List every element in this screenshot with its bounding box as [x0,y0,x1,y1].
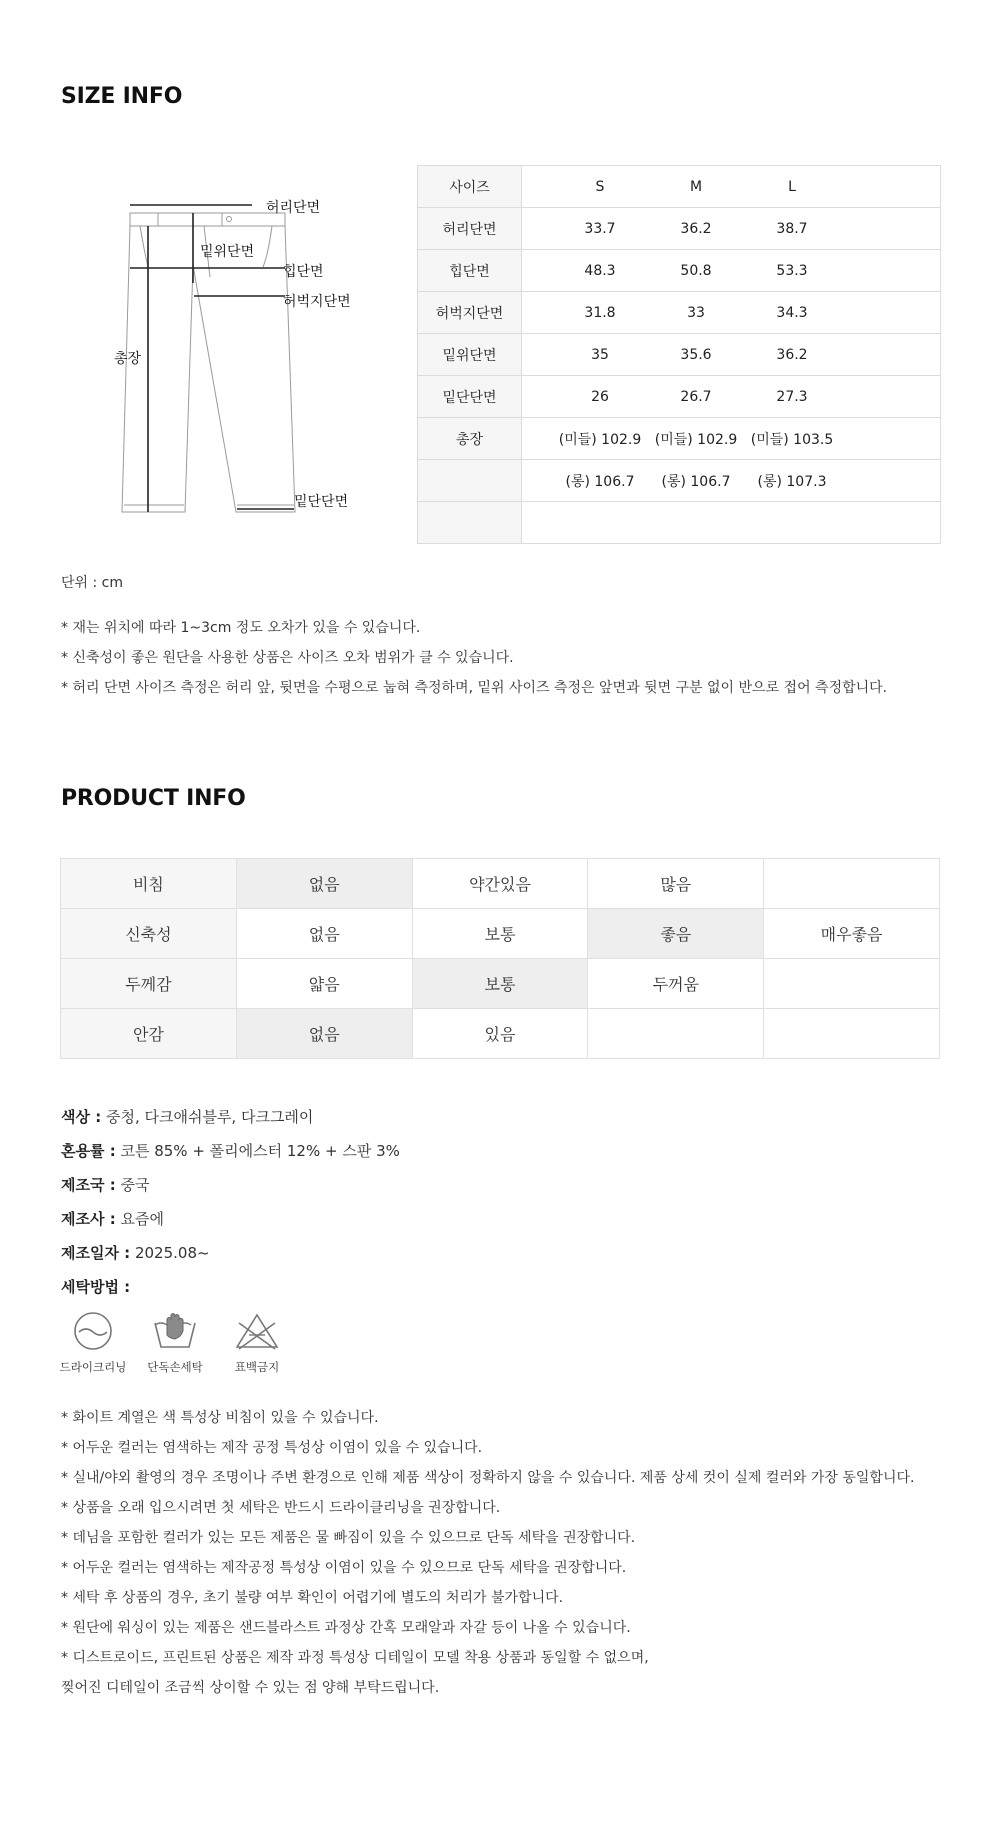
product-option: 두꺼움 [588,959,764,1009]
size-value: (롱) 107.3 [757,473,827,490]
size-value: (롱) 106.7 [661,473,731,490]
size-table-row [418,502,941,544]
care-label: 드라이크리닝 [59,1360,127,1374]
size-row-label [418,460,522,502]
spec-key: 세탁방법 : [61,1278,131,1296]
product-option-selected: 좋음 [588,909,764,959]
spec-key: 색상 : [61,1108,102,1126]
size-row-label: 총장 [418,418,522,460]
product-note: * 상품을 오래 입으시려면 첫 세탁은 반드시 드라이클리닝을 권장합니다. [61,1500,501,1516]
product-row-label: 비침 [61,859,237,909]
product-row-label: 신축성 [61,909,237,959]
product-row-label: 안감 [61,1009,237,1059]
size-table [417,165,941,544]
size-value: 33.7 [584,220,616,237]
size-table-row [418,460,941,502]
spec-washing [61,1270,400,1304]
spec-value: 2025.08~ [130,1244,210,1262]
size-value: 48.3 [584,262,616,279]
care-item-no-bleach [216,1311,298,1375]
size-value: (미들) 103.5 [750,431,834,448]
care-item-hand-wash [134,1311,216,1375]
size-info-title: SIZE INFO [61,84,183,109]
size-value: (미들) 102.9 [654,431,738,448]
size-row-label [418,502,522,544]
product-option: 있음 [412,1009,588,1059]
product-row-thickness [61,959,940,1009]
spec-key: 제조일자 : [61,1244,131,1262]
size-row-label: 밑위단면 [418,334,522,376]
size-value: 50.8 [680,262,712,279]
product-row-label: 두께감 [61,959,237,1009]
care-label: 단독손세탁 [147,1360,203,1374]
product-option-selected: 보통 [412,959,588,1009]
care-item-dry-clean [52,1311,134,1375]
hand-wash-icon [153,1311,197,1351]
size-table-row [418,334,941,376]
product-note: * 세탁 후 상품의 경우, 초기 불량 여부 확인이 어렵기에 별도의 처리가 불가합니다. [61,1590,564,1606]
size-value: 26.7 [680,388,712,405]
spec-manufacturer [61,1202,400,1236]
size-value: 38.7 [776,220,808,237]
diagram-label-thigh: 허벅지단면 [283,294,351,310]
product-option: 많음 [588,859,764,909]
product-note: * 실내/야외 촬영의 경우 조명이나 주변 환경으로 인해 제품 색상이 정확하지 않을 수 있습니다. 제품 상세 컷이 실제 컬러와 가장 동일합니다. [61,1470,915,1486]
size-note: * 신축성이 좋은 원단을 사용한 상품은 사이즈 오차 범위가 클 수 있습니다. [61,650,514,666]
size-value: 26 [591,388,609,405]
diagram-label-waist: 허리단면 [266,200,321,216]
size-value: 53.3 [776,262,808,279]
size-value: 33 [687,304,705,321]
size-table-row [418,292,941,334]
size-value: 36.2 [776,346,808,363]
product-option: 약간있음 [412,859,588,909]
no-bleach-icon [235,1311,279,1351]
product-option: 보통 [412,909,588,959]
size-value: (미들) 102.9 [558,431,642,448]
size-header-label: 사이즈 [418,166,522,208]
diagram-label-hem: 밑단단면 [294,494,349,510]
size-row-label: 힙단면 [418,250,522,292]
spec-key: 제조사 : [61,1210,116,1228]
size-notes [61,613,887,703]
spec-value: 요즘에 [115,1210,164,1228]
product-note: * 디스트로이드, 프린트된 상품은 제작 과정 특성상 디테일이 모델 착용 상품과 동일할 수 없으며, [61,1650,649,1666]
size-table-header-row [418,166,941,208]
product-note: * 원단에 워싱이 있는 제품은 샌드블라스트 과정상 간혹 모래알과 자갈 등이 나올 수 있습니다. [61,1620,631,1636]
spec-value: 중청, 다크애쉬블루, 다크그레이 [101,1108,314,1126]
product-option [764,1009,940,1059]
product-note: * 데님을 포함한 컬러가 있는 모든 제품은 물 빠짐이 있을 수 있으므로 단독 세탁을 권장합니다. [61,1530,636,1546]
product-note: * 화이트 계열은 색 특성상 비침이 있을 수 있습니다. [61,1410,379,1426]
pants-outline-illustration [100,185,400,515]
size-value: 35 [591,346,609,363]
product-specs [61,1100,400,1304]
spec-value: 중국 [115,1176,150,1194]
spec-key: 제조국 : [61,1176,116,1194]
size-header-m: M [689,178,703,195]
product-info-table [60,858,940,1059]
product-note: 찢어진 디테일이 조금씩 상이할 수 있는 점 양해 부탁드립니다. [61,1680,440,1696]
product-row-stretch [61,909,940,959]
product-option-selected: 없음 [236,1009,412,1059]
dry-clean-icon [71,1311,115,1351]
spec-country [61,1168,400,1202]
diagram-label-rise: 밑위단면 [200,244,255,260]
size-value: 27.3 [776,388,808,405]
product-option [764,859,940,909]
size-row-label: 허리단면 [418,208,522,250]
pants-measurement-diagram [100,185,400,515]
spec-material [61,1134,400,1168]
product-option-selected: 없음 [236,859,412,909]
size-unit: 단위 : cm [61,575,124,591]
diagram-label-length: 총장 [114,351,142,367]
diagram-label-hip: 힙단면 [283,264,324,280]
spec-date [61,1236,400,1270]
size-note: * 허리 단면 사이즈 측정은 허리 앞, 뒷면을 수평으로 눕혀 측정하며, 밑위 사이즈 측정은 앞면과 뒷면 구분 없이 반으로 접어 측정합니다. [61,680,888,696]
care-label: 표백금지 [234,1360,280,1374]
spec-color [61,1100,400,1134]
size-table-row [418,376,941,418]
size-row-label: 허벅지단면 [418,292,522,334]
product-option [764,959,940,1009]
product-row-see-through [61,859,940,909]
size-value: 31.8 [584,304,616,321]
size-header-s: S [595,178,605,195]
size-value: 35.6 [680,346,712,363]
size-row-label: 밑단단면 [418,376,522,418]
product-option: 매우좋음 [764,909,940,959]
size-header-l: L [788,178,796,195]
product-row-lining [61,1009,940,1059]
spec-key: 혼용률 : [61,1142,116,1160]
size-value: 36.2 [680,220,712,237]
product-option [588,1009,764,1059]
product-notes [61,1403,914,1703]
size-note: * 재는 위치에 따라 1~3cm 정도 오차가 있을 수 있습니다. [61,620,421,636]
size-value: (롱) 106.7 [565,473,635,490]
size-table-row [418,208,941,250]
product-option: 얇음 [236,959,412,1009]
product-info-title: PRODUCT INFO [61,786,246,811]
product-option: 없음 [236,909,412,959]
product-note: * 어두운 컬러는 염색하는 제작 공정 특성상 이염이 있을 수 있습니다. [61,1440,483,1456]
size-value: 34.3 [776,304,808,321]
size-table-row [418,250,941,292]
spec-value: 코튼 85% + 폴리에스터 12% + 스판 3% [115,1142,400,1160]
product-note: * 어두운 컬러는 염색하는 제작공정 특성상 이염이 있을 수 있으므로 단독 세탁을 권장합니다. [61,1560,627,1576]
size-table-row [418,418,941,460]
